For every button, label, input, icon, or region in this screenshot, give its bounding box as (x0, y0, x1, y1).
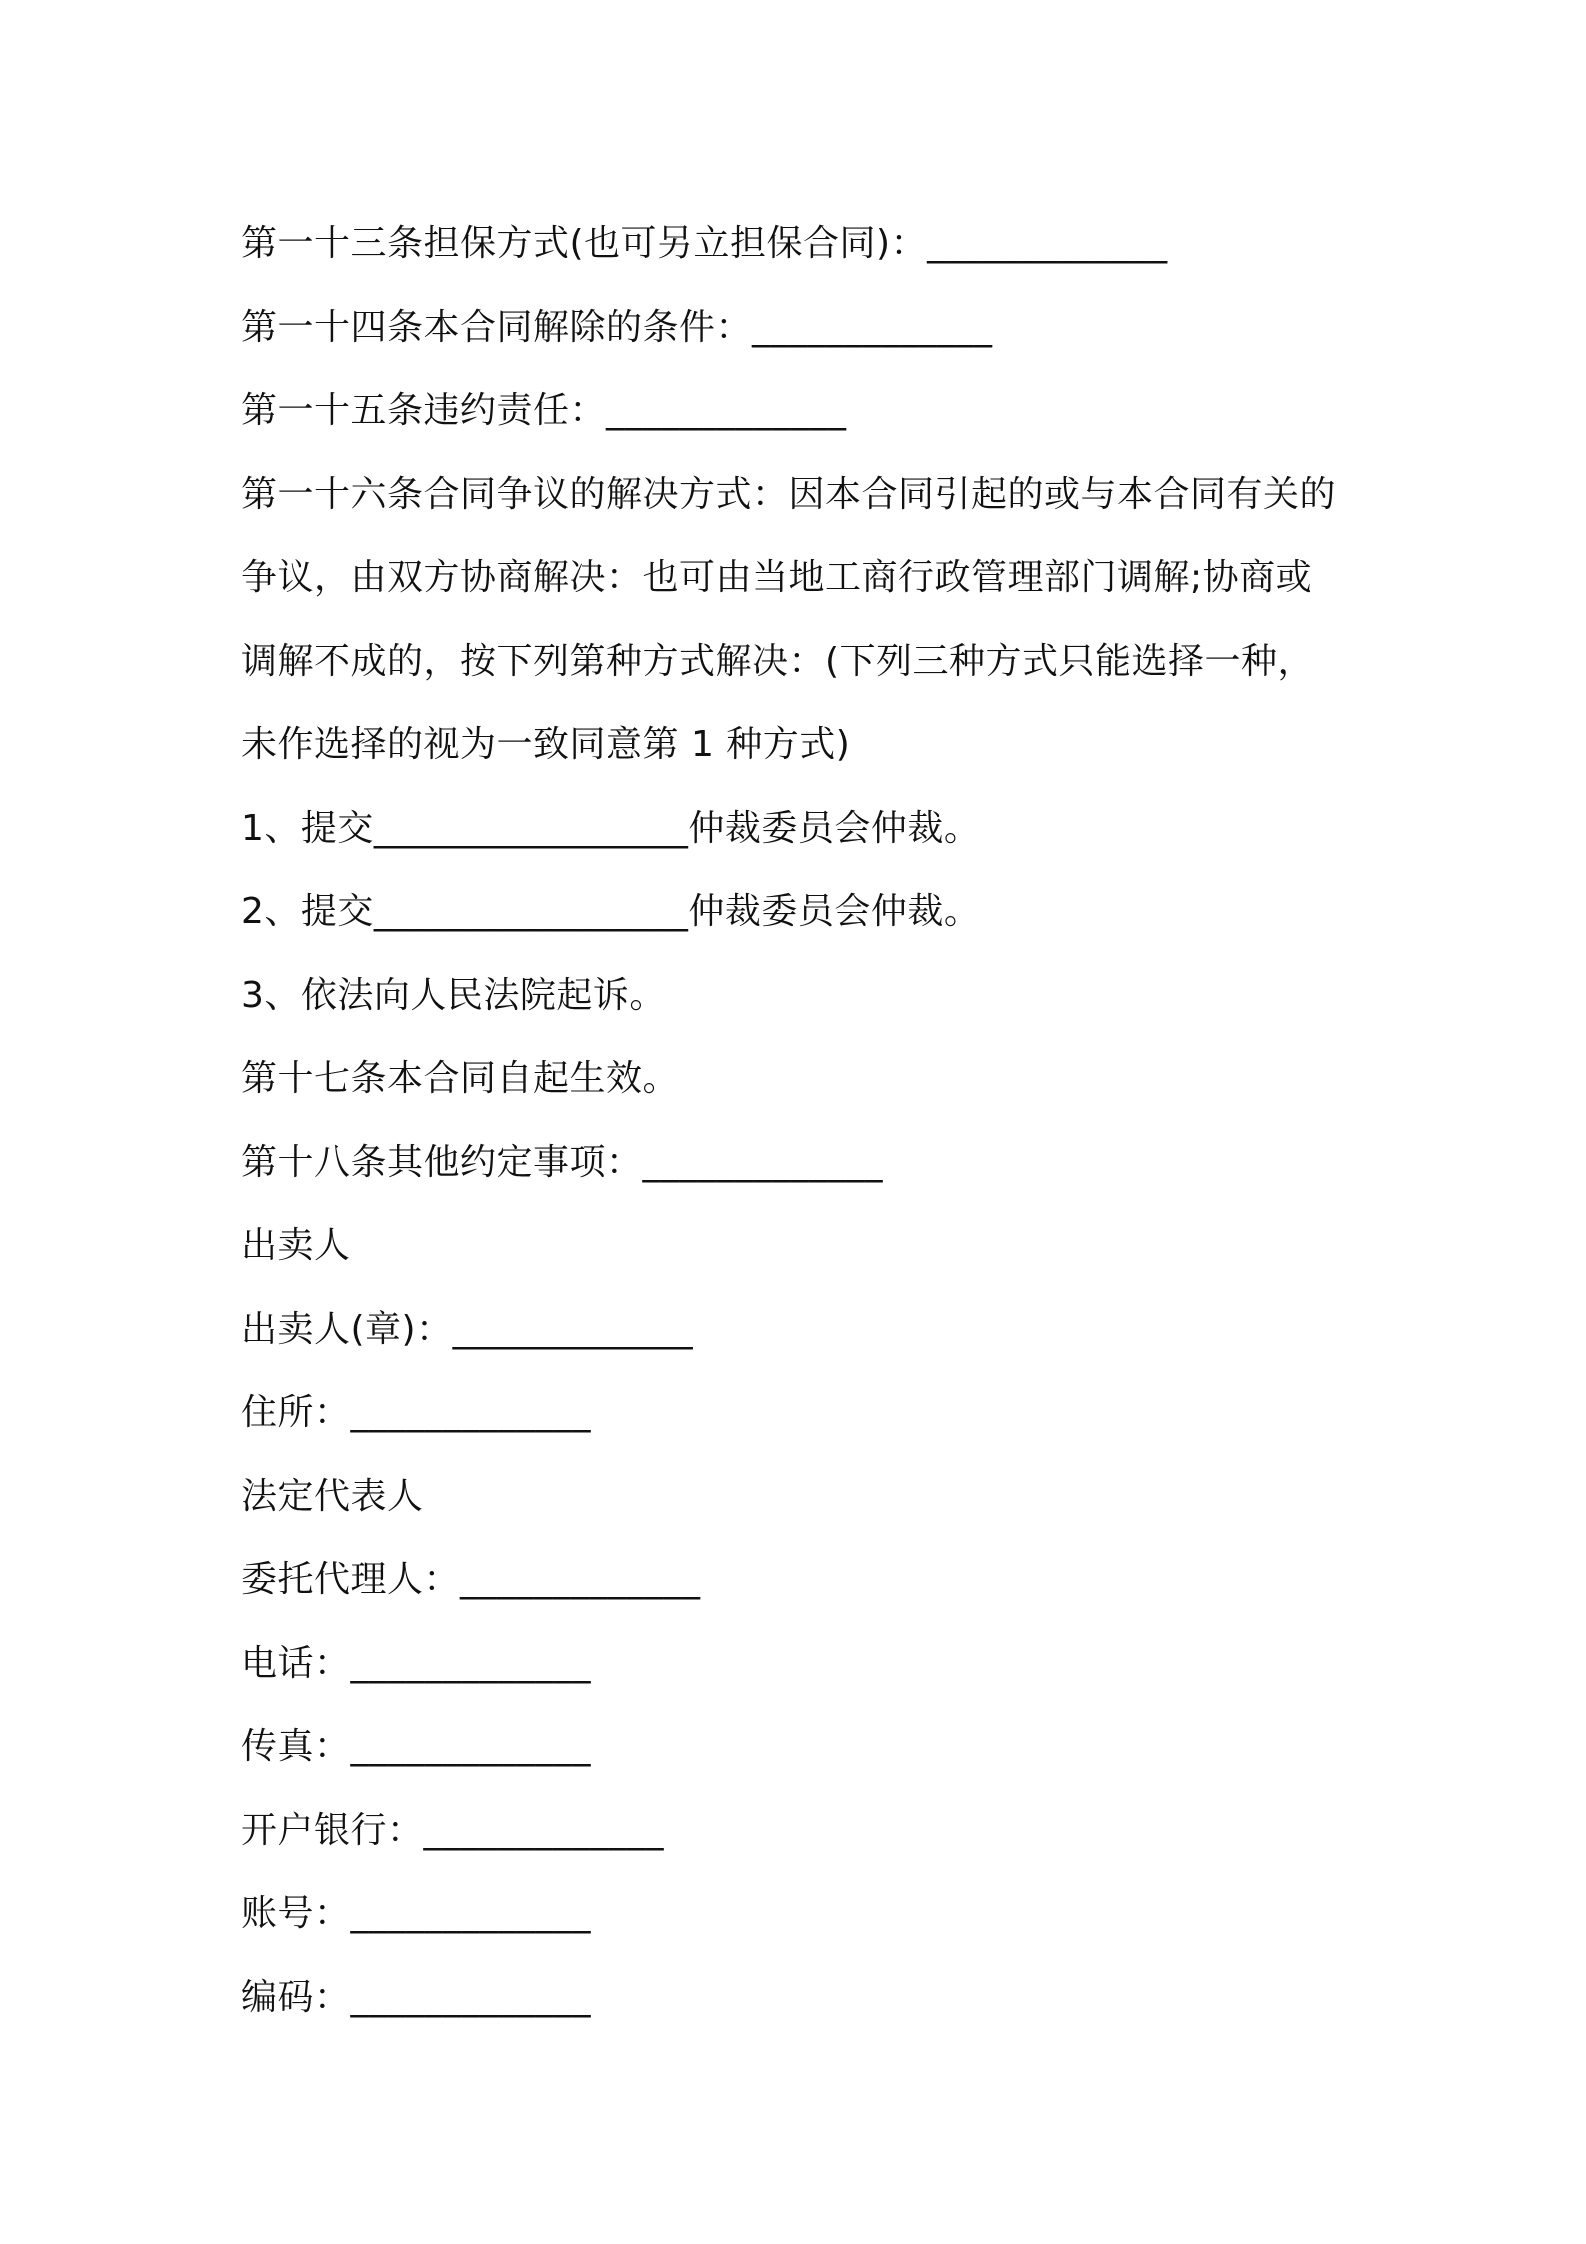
clause-14-termination: 第一十四条本合同解除的条件：_____________ (241, 306, 993, 348)
clause-17-effective: 第十七条本合同自起生效。 (241, 1058, 680, 1099)
bank-field: 开户银行：_____________ (241, 1809, 665, 1851)
document-body (241, 202, 1361, 2039)
clause-13-guarantee: 第一十三条担保方式(也可另立担保合同)：_____________ (241, 223, 1168, 264)
dispute-option-1: 1、提交_________________仲裁委员会仲裁。 (241, 807, 981, 849)
clause-16-dispute-line-3: 调解不成的，按下列第种方式解决：(下列三种方式只能选择一种， (241, 640, 1315, 682)
fax-field: 传真：_____________ (241, 1726, 592, 1767)
clause-16-dispute-line-4: 未作选择的视为一致同意第 1 种方式) (241, 724, 851, 765)
dispute-option-2: 2、提交_________________仲裁委员会仲裁。 (241, 891, 981, 932)
clause-18-other: 第十八条其他约定事项：_____________ (241, 1141, 884, 1183)
clause-16-dispute-line-2: 争议，由双方协商解决：也可由当地工商行政管理部门调解;协商或 (241, 557, 1313, 598)
authorized-agent-field: 委托代理人：_____________ (241, 1559, 701, 1600)
phone-field: 电话：_____________ (241, 1642, 592, 1684)
account-number-field: 账号：_____________ (241, 1893, 592, 1934)
dispute-option-3: 3、依法向人民法院起诉。 (241, 974, 666, 1016)
clause-15-liability: 第一十五条违约责任：_____________ (241, 390, 847, 431)
address-field: 住所：_____________ (241, 1392, 592, 1433)
seller-seal-field: 出卖人(章)：_____________ (241, 1308, 694, 1350)
legal-representative-label: 法定代表人 (241, 1475, 424, 1517)
clause-16-dispute-line-1: 第一十六条合同争议的解决方式：因本合同引起的或与本合同有关的 (241, 473, 1337, 515)
seller-heading: 出卖人 (241, 1225, 351, 1266)
postal-code-field: 编码：_____________ (241, 1976, 592, 2018)
